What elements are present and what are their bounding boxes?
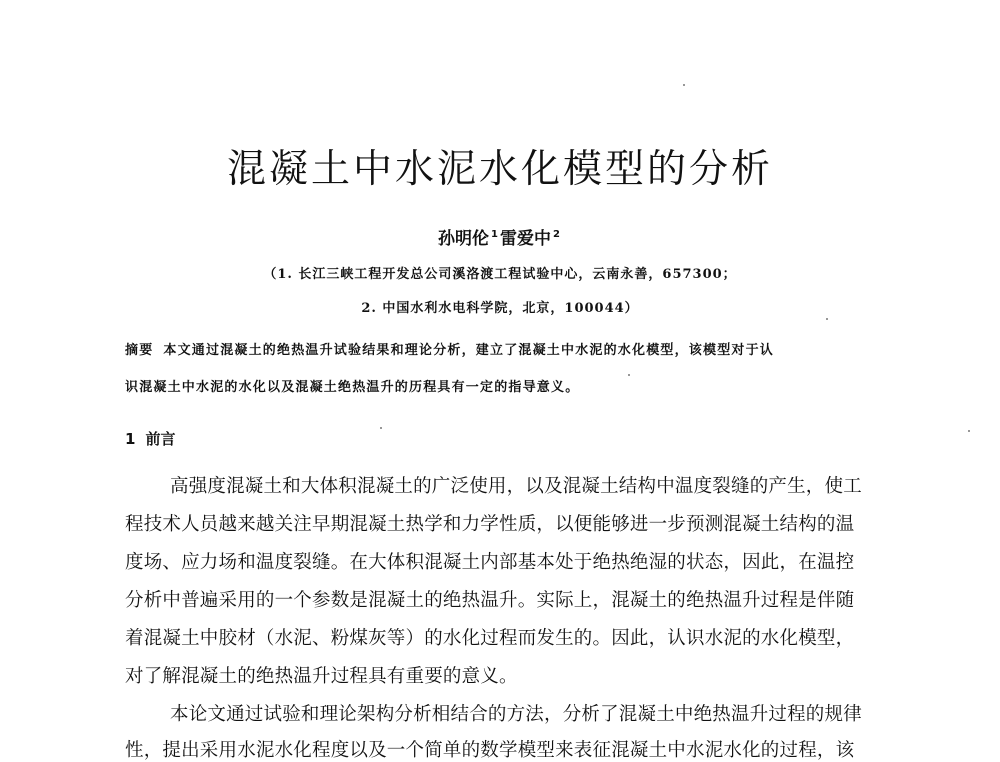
author-affiliation-mark: 1 [491,229,498,240]
abstract-text: 本文通过混凝土的绝热温升试验结果和理论分析，建立了混凝土中水泥的水化模型，该模型对于认 [163,343,775,358]
section-heading [125,428,175,449]
body-text-line: 性，提出采用水泥水化程度以及一个简单的数学模型来表征混凝土中水泥水化的过程，该 [125,740,855,761]
body-text-line: 分析中普遍采用的一个参数是混凝土的绝热温升。实际上，混凝土的绝热温升过程是伴随 [125,590,855,611]
author-line [0,224,1000,249]
abstract-label: 摘要 [125,343,154,358]
scan-speck [628,374,630,376]
body-text-line: 本论文通过试验和理论架构分析相结合的方法，分析了混凝土中绝热温升过程的规律 [170,704,862,725]
abstract-line: 识混凝土中水泥的水化以及混凝土绝热温升的历程具有一定的指导意义。 [125,380,580,395]
author-affiliation-mark: 2 [553,229,560,240]
scan-speck [683,84,685,86]
body-text-line: 度场、应力场和温度裂缝。在大体积混凝土内部基本处于绝热绝湿的状态，因此，在温控 [125,552,855,573]
body-text-line: 高强度混凝土和大体积混凝土的广泛使用，以及混凝土结构中温度裂缝的产生，使工 [170,476,862,497]
scan-speck [968,430,970,432]
section-number: 1 [125,430,136,448]
author-name: 孙明伦 [438,229,490,249]
section-title: 前言 [145,430,176,448]
paper-title: 混凝土中水泥水化模型的分析 [226,147,773,192]
scan-speck [826,318,828,320]
body-text-line: 对了解混凝土的绝热温升过程具有重要的意义。 [125,666,518,687]
body-text-line: 程技术人员越来越关注早期混凝土热学和力学性质，以便能够进一步预测混凝土结构的温 [125,514,855,535]
body-text-line: 着混凝土中胶材（水泥、粉煤灰等）的水化过程而发生的。因此，认识水泥的水化模型， [125,628,855,649]
abstract-line [125,339,915,358]
affiliation-line: 2. 中国水利水电科学院，北京，100044） [361,301,639,316]
scan-speck [380,427,382,429]
affiliation-line: （1. 长江三峡工程开发总公司溪洛渡工程试验中心，云南永善，657300； [263,267,737,282]
author-name: 雷爱中 [500,229,551,249]
